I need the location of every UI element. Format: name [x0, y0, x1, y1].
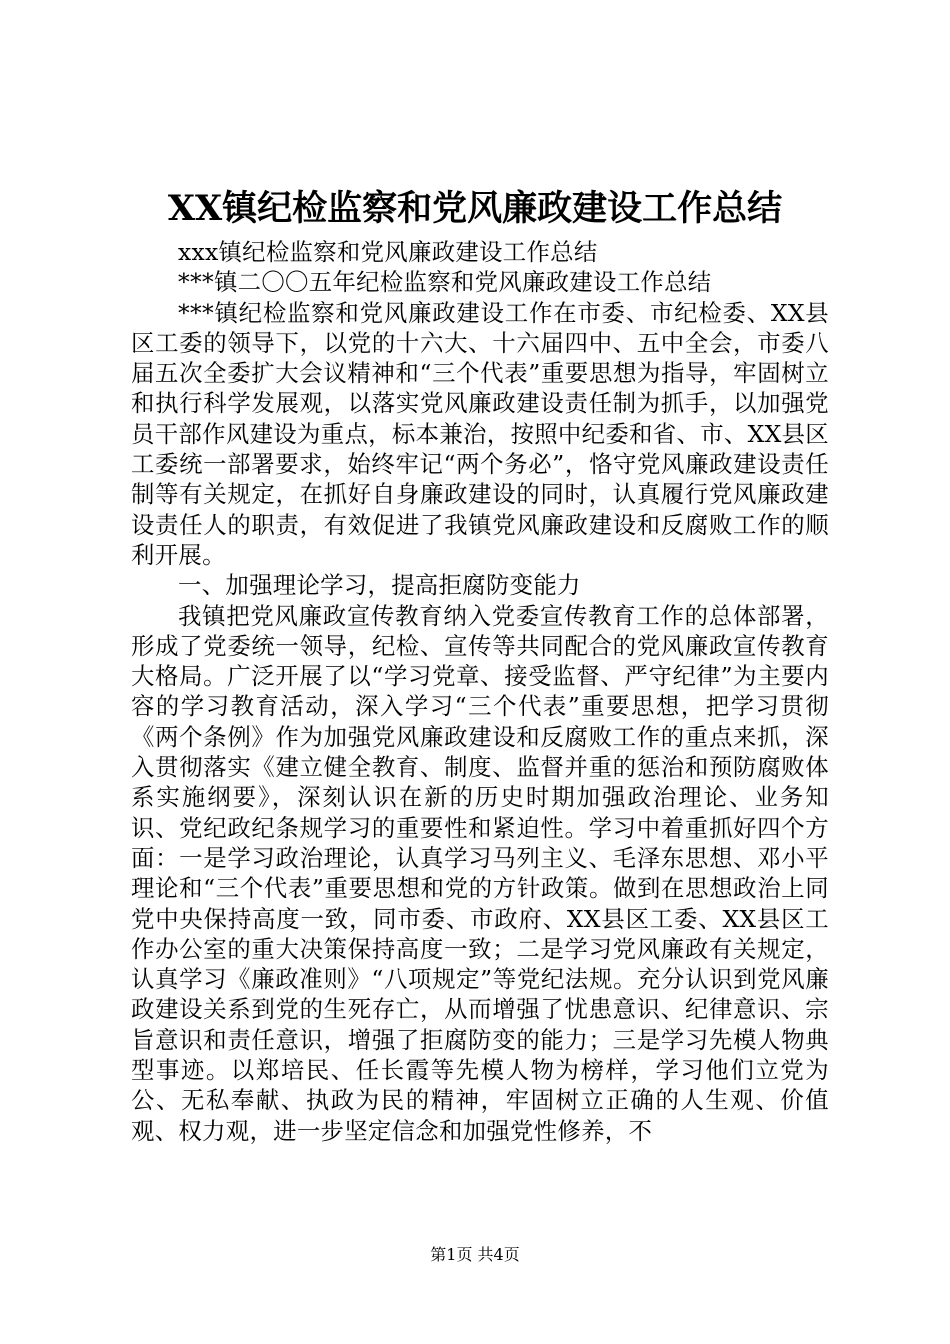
section-heading: 一、加强理论学习，提高拒腐防变能力 [178, 571, 581, 600]
document-body [131, 237, 829, 1146]
document-title: XX镇纪检监察和党风廉政建设工作总结 [167, 188, 783, 229]
paragraph-intro: ***镇纪检监察和党风廉政建设工作在市委、市纪检委、XX县区工委的领导下，以党的十六大、十六届四中、五中全会，市委八届五次全委扩大会议精神和“三个代表”重要思想为指导，牢固树立和执行科学发展观，以落实党风廉政建设责任制为抓手，以加强党员干部作风建设为重点，标本兼治，按照中纪委和省、市、XX县区工委统一部署要求，始终牢记“两个务必”，恪守党风廉政建设责任制等有关规定，在抓好自身廉政建设的同时，认真履行党风廉政建设责任人的职责，有效促进了我镇党风廉政建设和反腐败工作的顺利开展。 [131, 298, 829, 569]
page-footer: 第1页 共4页 [430, 1245, 520, 1264]
paragraph-section-one: 我镇把党风廉政宣传教育纳入党委宣传教育工作的总体部署，形成了党委统一领导，纪检、宣传等共同配合的党风廉政宣传教育大格局。广泛开展了以“学习党章、接受监督、严守纪律”为主要内容的学习教育活动，深入学习“三个代表”重要思想，把学习贯彻《两个条例》作为加强党风廉政建设和反腐败工作的重点来抓，深入贯彻落实《建立健全教育、制度、监督并重的惩治和预防腐败体系实施纲要》，深刻认识在新的历史时期加强政治理论、业务知识、党纪政纪条规学习的重要性和紧迫性。学习中着重抓好四个方面：一是学习政治理论，认真学习马列主义、毛泽东思想、邓小平理论和“三个代表”重要思想和党的方针政策。做到在思想政治上同党中央保持高度一致，同市委、市政府、XX县区工委、XX县区工作办公室的重大决策保持高度一致；二是学习党风廉政有关规定，认真学习《廉政准则》“八项规定”等党纪法规。充分认识到党风廉政建设关系到党的生死存亡，从而增强了忧患意识、纪律意识、宗旨意识和责任意识，增强了拒腐防变的能力；三是学习先模人物典型事迹。以郑培民、任长霞等先模人物为榜样，学习他们立党为公、无私奉献、执政为民的精神，牢固树立正确的人生观、价值观、权力观，进一步坚定信念和加强党性修养，不 [131, 601, 829, 1145]
paragraph-heading: ***镇二〇〇五年纪检监察和党风廉政建设工作总结 [178, 268, 712, 297]
paragraph-subtitle: xxx镇纪检监察和党风廉政建设工作总结 [178, 238, 598, 266]
